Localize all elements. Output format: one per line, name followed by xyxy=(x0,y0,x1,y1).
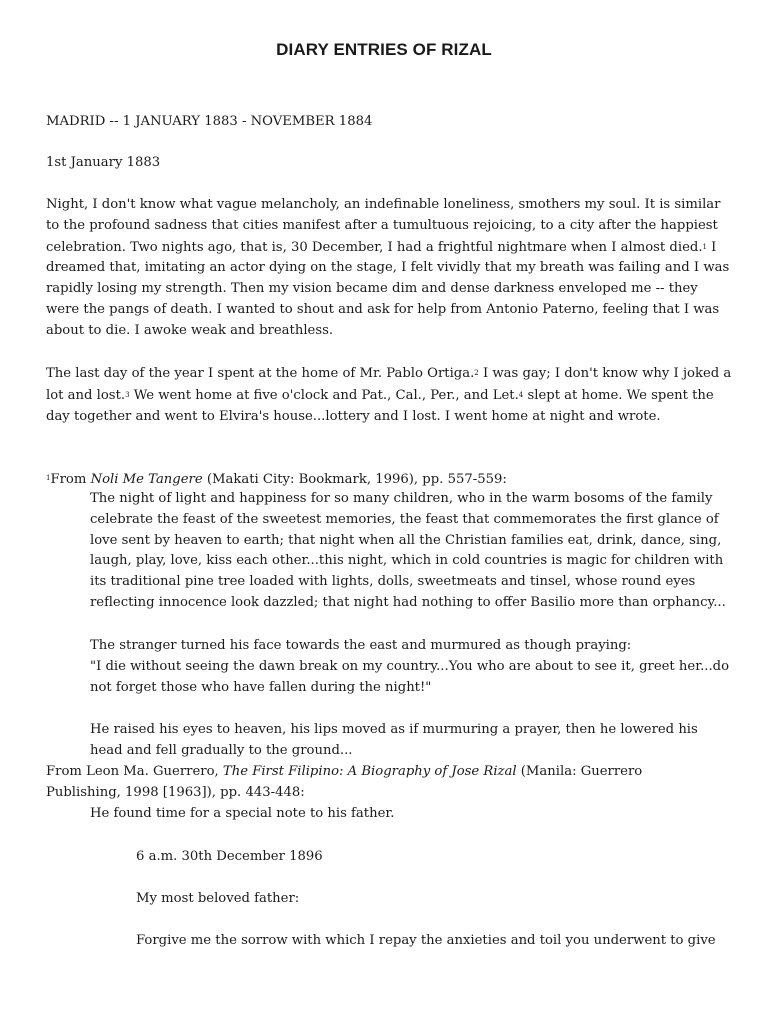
quote-line: love sent by heaven to earth; that night when all the Christian families eat, drink, dance, sing, xyxy=(90,532,722,548)
paragraph-line: day together and went to Elvira's house...lottery and I lost. I went home at night and wrote. xyxy=(46,408,661,424)
citation-suffix: (Manila: Guerrero xyxy=(516,764,643,779)
quote-line: celebrate the feast of the sweetest memories, the feast that commemorates the first glance of xyxy=(90,511,719,527)
quote-line: not forget those who have fallen during the night!" xyxy=(90,679,432,695)
quote-line: "I die without seeing the dawn break on my country...You who are about to see it, greet her...do xyxy=(90,658,730,674)
document-page xyxy=(46,0,732,1024)
quote-line: laugh, play, love, kiss each other...this night, which in cold countries is magic for children with xyxy=(90,553,724,569)
block-quote-3 xyxy=(90,720,722,762)
paragraph-line xyxy=(46,363,732,385)
quote-line: He found time for a special note to his father. xyxy=(90,806,395,821)
source-citation-2 xyxy=(46,762,722,804)
book-title: Noli Me Tangere xyxy=(90,472,203,487)
paragraph-line: Night, I don't know what vague melancholy, an indefinable loneliness, smothers my soul. It is similar xyxy=(46,197,721,212)
paragraph-line: dreamed that, imitating an actor dying on the stage, I felt vividly that my breath was failing and I was xyxy=(46,260,730,276)
quote-line: head and fell gradually to the ground... xyxy=(90,742,353,758)
block-quote-2 xyxy=(90,636,730,698)
footnote-1-source xyxy=(46,468,507,491)
footnote-marker: 4 xyxy=(518,390,524,399)
quote-line: He raised his eyes to heaven, his lips moved as if murmuring a prayer, then he lowered his xyxy=(90,722,698,737)
footnote-marker: 1 xyxy=(702,242,707,251)
paragraph-line: were the pangs of death. I wanted to shout and ask for help from Antonio Paterno, feeling that I was xyxy=(46,301,720,317)
footnote-marker: 3 xyxy=(125,390,130,399)
paragraph-text: slept at home. We spent the xyxy=(523,387,714,403)
paragraph-line: to the profound sadness that cities manifest after a tumultuous rejoicing, to a city after the happiest xyxy=(46,217,718,233)
paragraph-text: We went home at five o'clock and Pat., Cal., Per., and Let. xyxy=(129,387,519,403)
footnote-marker: 2 xyxy=(474,369,479,377)
block-quote-1 xyxy=(90,489,726,614)
letter-salutation: My most beloved father: xyxy=(136,891,300,906)
citation-line: Publishing, 1998 [1963]), pp. 443-448: xyxy=(46,784,305,800)
paragraph-text: celebration. Two nights ago, that is, 30 December, I had a frightful nightmare when I almost died. xyxy=(46,239,703,255)
footnote-suffix: (Makati City: Bookmark, 1996), pp. 557-559: xyxy=(202,472,507,487)
book-title: The First Filipino: A Biography of Jose Rizal xyxy=(222,764,517,779)
letter-body-line: Forgive me the sorrow with which I repay the anxieties and toil you underwent to give xyxy=(136,933,716,948)
footnote-marker: 1 xyxy=(46,474,51,482)
citation-line xyxy=(46,762,722,783)
footnote-prefix: From xyxy=(50,472,91,487)
entry-date-heading: 1st January 1883 xyxy=(46,155,161,170)
paragraph-text: The last day of the year I spent at the home of Mr. Pablo Ortiga. xyxy=(46,366,475,381)
citation-prefix: From Leon Ma. Guerrero, xyxy=(46,764,223,779)
paragraph-text: I was gay; I don't know why I joked a xyxy=(478,366,732,381)
paragraph-text: I xyxy=(706,239,717,255)
quote-line: its traditional pine tree loaded with lights, dolls, sweetmeats and tinsel, whose round eyes xyxy=(90,574,696,590)
letter-dateline: 6 a.m. 30th December 1896 xyxy=(136,849,323,864)
paragraph-line: about to die. I awoke weak and breathless. xyxy=(46,322,334,338)
block-quote-4 xyxy=(90,804,722,825)
quote-line: reflecting innocence look dazzled; that night had nothing to offer Basilio more than orphancy... xyxy=(90,594,726,610)
document-title: DIARY ENTRIES OF RIZAL xyxy=(276,40,492,59)
paragraph-line: rapidly losing my strength. Then my vision became dim and dense darkness enveloped me -- they xyxy=(46,281,698,297)
diary-entry-paragraph-1 xyxy=(46,195,730,342)
paragraph-text: lot and lost. xyxy=(46,387,126,403)
paragraph-line xyxy=(46,237,722,259)
section-heading: MADRID -- 1 JANUARY 1883 - NOVEMBER 1884 xyxy=(46,114,373,129)
quote-line: The stranger turned his face towards the east and murmured as though praying: xyxy=(90,638,632,653)
quote-line: The night of light and happiness for so many children, who in the warm bosoms of the family xyxy=(90,491,713,506)
diary-entry-paragraph-2 xyxy=(46,363,732,427)
paragraph-line xyxy=(46,385,722,407)
